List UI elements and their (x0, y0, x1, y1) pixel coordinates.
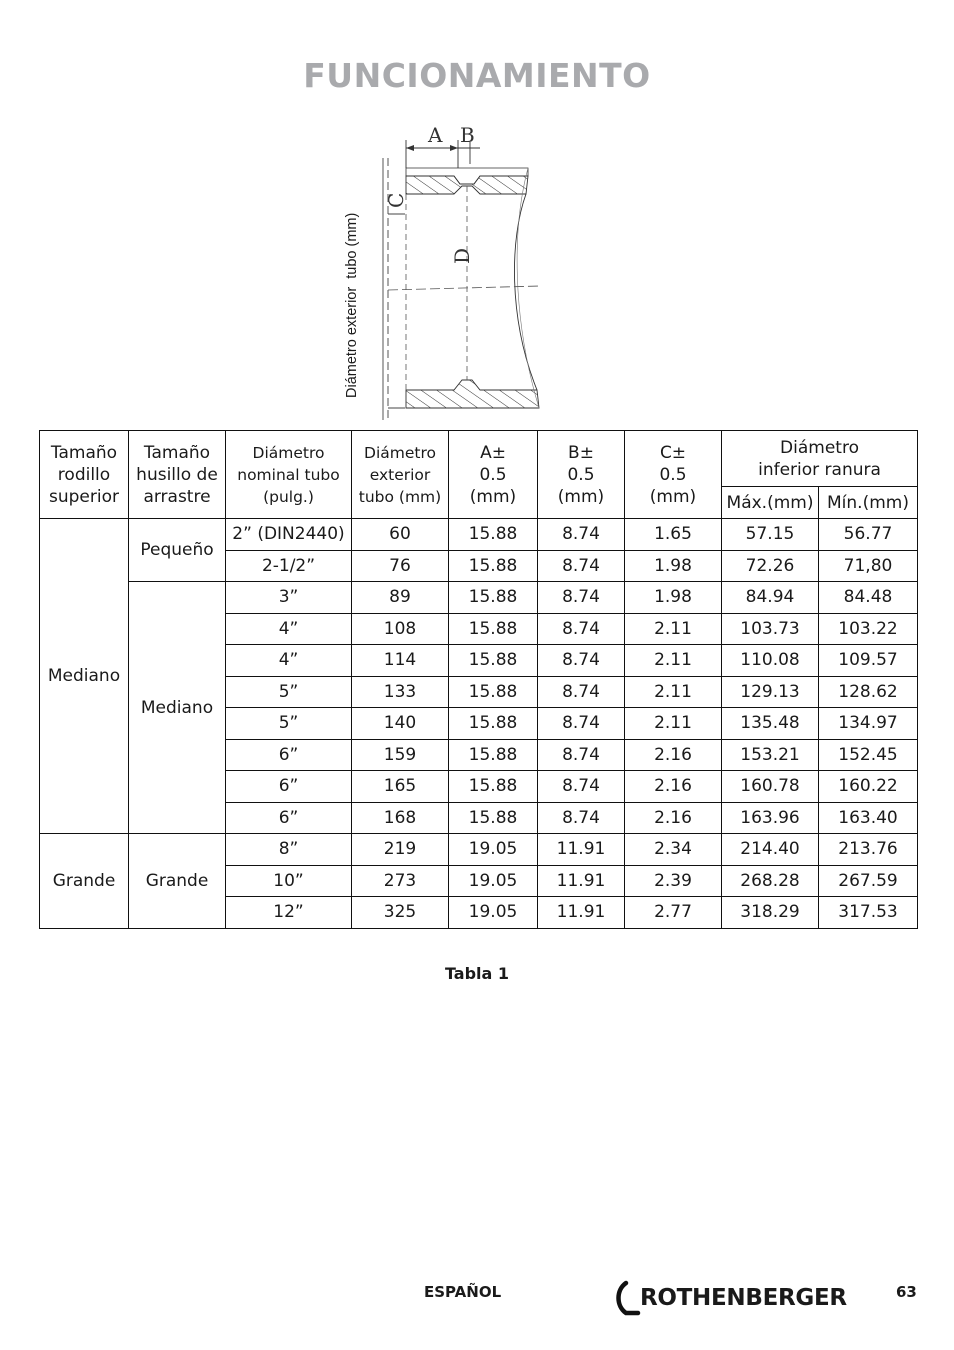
table-cell: 6” (226, 802, 352, 834)
table-cell: 8.74 (538, 550, 625, 582)
table-row (40, 582, 918, 614)
table-cell: 268.28 (722, 865, 819, 897)
brand-name: ROTHENBERGER (640, 1285, 847, 1311)
table-cell: 6” (226, 771, 352, 803)
table-cell: 71,80 (819, 550, 918, 582)
table-cell: 8.74 (538, 676, 625, 708)
table-cell: 160.78 (722, 771, 819, 803)
table-caption: Tabla 1 (444, 964, 510, 983)
table-cell: 89 (352, 582, 449, 614)
table-cell: 2-1/2” (226, 550, 352, 582)
table-cell: 6” (226, 739, 352, 771)
table-cell: 273 (352, 865, 449, 897)
header-min: Mín.(mm) (819, 487, 918, 519)
header-rodillo: Tamaño rodillo superior (40, 431, 129, 519)
table-cell: 11.91 (538, 897, 625, 929)
header-c: C± 0.5 (mm) (625, 431, 722, 519)
table-cell: 5” (226, 676, 352, 708)
table-cell: 15.88 (449, 613, 538, 645)
table-cell: 11.91 (538, 834, 625, 866)
table-row (40, 519, 918, 551)
table-cell: 114 (352, 645, 449, 677)
header-nominal: Diámetro nominal tubo (pulg.) (226, 431, 352, 519)
table-cell: 1.98 (625, 582, 722, 614)
table-cell: 15.88 (449, 708, 538, 740)
table-cell: 15.88 (449, 519, 538, 551)
header-exterior: Diámetro exterior tubo (mm) (352, 431, 449, 519)
header-a: A± 0.5 (mm) (449, 431, 538, 519)
table-cell: 15.88 (449, 676, 538, 708)
brand-swoosh-icon (612, 1278, 642, 1318)
group-cell: Grande (40, 834, 129, 929)
table-cell: 168 (352, 802, 449, 834)
page-title: FUNCIONAMIENTO (303, 56, 651, 95)
table-cell: 60 (352, 519, 449, 551)
group-cell: Mediano (40, 519, 129, 834)
table-cell: 160.22 (819, 771, 918, 803)
table-cell: 153.21 (722, 739, 819, 771)
table-cell: 108 (352, 613, 449, 645)
table-cell: 8.74 (538, 802, 625, 834)
table-cell: 219 (352, 834, 449, 866)
groove-spec-table (39, 430, 918, 929)
table-cell: 152.45 (819, 739, 918, 771)
table-cell: 2.39 (625, 865, 722, 897)
table-cell: 15.88 (449, 645, 538, 677)
table-cell: 2.16 (625, 771, 722, 803)
table-cell: 110.08 (722, 645, 819, 677)
table-cell: 214.40 (722, 834, 819, 866)
page-number: 63 (896, 1283, 917, 1301)
table-cell: 8.74 (538, 645, 625, 677)
table-cell: 2.34 (625, 834, 722, 866)
table-cell: 8” (226, 834, 352, 866)
table-cell: 129.13 (722, 676, 819, 708)
table-cell: 103.73 (722, 613, 819, 645)
table-cell: 163.96 (722, 802, 819, 834)
group-cell: Mediano (129, 582, 226, 834)
table-cell: 109.57 (819, 645, 918, 677)
table-cell: 318.29 (722, 897, 819, 929)
table-cell: 165 (352, 771, 449, 803)
table-cell: 84.48 (819, 582, 918, 614)
table-cell: 140 (352, 708, 449, 740)
table-cell: 15.88 (449, 550, 538, 582)
table-cell: 317.53 (819, 897, 918, 929)
table-cell: 2.16 (625, 802, 722, 834)
table-cell: 2.11 (625, 708, 722, 740)
table-cell: 15.88 (449, 802, 538, 834)
table-cell: 5” (226, 708, 352, 740)
table-cell: 57.15 (722, 519, 819, 551)
table-cell: 12” (226, 897, 352, 929)
group-cell: Pequeño (129, 519, 226, 582)
table-cell: 19.05 (449, 865, 538, 897)
table-cell: 8.74 (538, 771, 625, 803)
table-cell: 2” (DIN2440) (226, 519, 352, 551)
table-cell: 4” (226, 645, 352, 677)
table-cell: 10” (226, 865, 352, 897)
table-cell: 133 (352, 676, 449, 708)
table-cell: 3” (226, 582, 352, 614)
header-b: B± 0.5 (mm) (538, 431, 625, 519)
footer-language: ESPAÑOL (424, 1283, 502, 1301)
table-cell: 11.91 (538, 865, 625, 897)
outer-diameter-axis-label: Diámetro exterior tubo (mm) (344, 212, 360, 398)
header-max: Máx.(mm) (722, 487, 819, 519)
table-cell: 135.48 (722, 708, 819, 740)
rothenberger-logo (612, 1278, 847, 1318)
table-cell: 4” (226, 613, 352, 645)
table-cell: 8.74 (538, 708, 625, 740)
table-cell: 2.11 (625, 645, 722, 677)
table-cell: 1.98 (625, 550, 722, 582)
table-cell: 8.74 (538, 739, 625, 771)
table-cell: 1.65 (625, 519, 722, 551)
table-cell: 128.62 (819, 676, 918, 708)
table-cell: 159 (352, 739, 449, 771)
table-cell: 2.16 (625, 739, 722, 771)
table-cell: 8.74 (538, 613, 625, 645)
table-cell: 8.74 (538, 519, 625, 551)
group-cell: Grande (129, 834, 226, 929)
pipe-groove-diagram (330, 118, 560, 428)
table-cell: 134.97 (819, 708, 918, 740)
dimension-b-label: B (460, 123, 475, 147)
table-cell: 72.26 (722, 550, 819, 582)
table-cell: 15.88 (449, 582, 538, 614)
table-cell: 213.76 (819, 834, 918, 866)
header-husillo: Tamaño husillo de arrastre (129, 431, 226, 519)
table-cell: 267.59 (819, 865, 918, 897)
table-cell: 56.77 (819, 519, 918, 551)
table-cell: 325 (352, 897, 449, 929)
table-cell: 15.88 (449, 771, 538, 803)
table-cell: 19.05 (449, 834, 538, 866)
table-cell: 163.40 (819, 802, 918, 834)
dimension-d-label: D (450, 247, 474, 264)
table-cell: 76 (352, 550, 449, 582)
table-row (40, 834, 918, 866)
table-cell: 2.77 (625, 897, 722, 929)
table-cell: 84.94 (722, 582, 819, 614)
dimension-c-label: C (384, 192, 408, 208)
table-cell: 2.11 (625, 676, 722, 708)
dimension-a-label: A (428, 123, 443, 147)
header-inferior: Diámetro inferior ranura (722, 431, 918, 487)
table-cell: 8.74 (538, 582, 625, 614)
table-cell: 19.05 (449, 897, 538, 929)
table-cell: 15.88 (449, 739, 538, 771)
table-cell: 103.22 (819, 613, 918, 645)
table-cell: 2.11 (625, 613, 722, 645)
